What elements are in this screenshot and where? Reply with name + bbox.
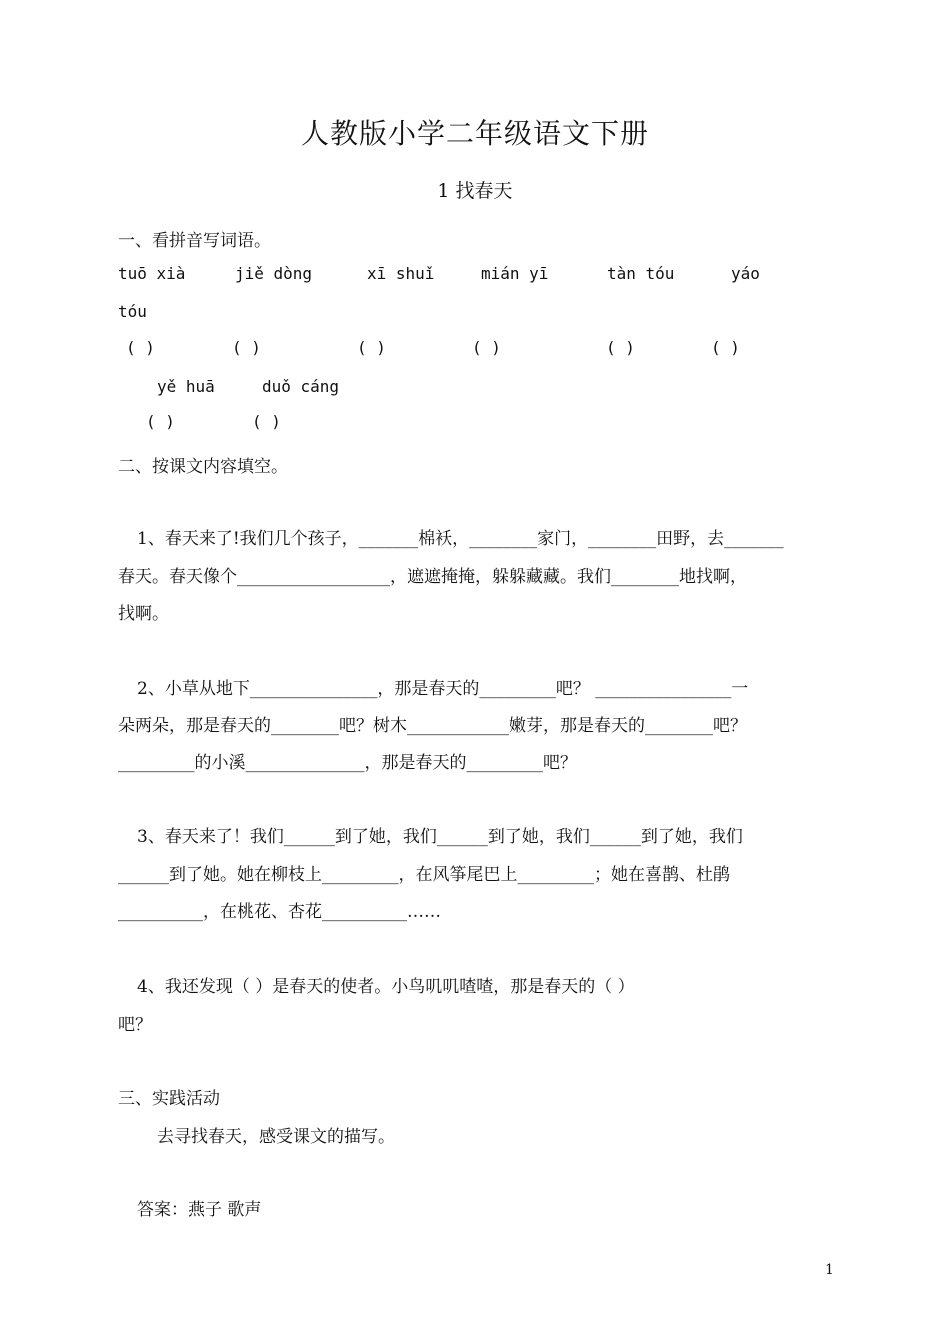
pinyin-item: tàn tóu [607, 264, 675, 283]
page-title: 人教版小学二年级语文下册 [300, 117, 649, 150]
pinyin-item: yě huā [157, 377, 215, 396]
section-2-heading: 二、按课文内容填空。 [118, 457, 288, 477]
pinyin-item: yáo [731, 264, 760, 283]
question-4-line: 4、我还发现（ ）是春天的使者。小鸟叽叽喳喳，那是春天的（ ） [137, 977, 635, 997]
answer-blank: ( ) [357, 338, 386, 357]
question-2-line: _________的小溪______________，那是春天的_________吧？ [118, 753, 577, 773]
page-number: 1 [825, 1262, 834, 1278]
pinyin-item: mián yī [481, 264, 549, 283]
answer-blank: ( ) [606, 338, 635, 357]
question-1-line: 春天。春天像个__________________，遮遮掩掩，躲躲藏藏。我们________地找啊， [118, 567, 747, 587]
answer-blank: ( ) [146, 412, 175, 431]
answer-blank: ( ) [711, 338, 740, 357]
question-3-line: ______到了她。她在柳枝上_________，在风筝尾巴上_________；她在喜鹊、杜鹃 [118, 865, 730, 885]
pinyin-item: tuō xià [118, 264, 186, 283]
question-4-line: 吧？ [118, 1015, 152, 1035]
answer-blank: ( ) [126, 338, 155, 357]
pinyin-item: duǒ cáng [262, 377, 340, 396]
question-1-line: 1、春天来了!我们几个孩子，_______棉袄，________家门，________田野，去_______ [137, 529, 784, 549]
answer-blank: ( ) [252, 412, 281, 431]
lesson-title: 1 找春天 [437, 180, 513, 202]
answer-blank: ( ) [232, 338, 261, 357]
question-2-line: 2、小草从地下_______________，那是春天的_________吧？ ________________一 [137, 679, 749, 699]
section-1-heading: 一、看拼音写词语。 [118, 231, 271, 251]
pinyin-item: tóu [118, 302, 147, 321]
answer-line: 答案：燕子 歌声 [137, 1200, 262, 1220]
section-3-heading: 三、实践活动 [118, 1089, 220, 1109]
answer-blank: ( ) [472, 338, 501, 357]
pinyin-item: jiě dòng [235, 264, 313, 283]
question-1-line: 找啊。 [118, 604, 169, 624]
question-2-line: 朵两朵，那是春天的________吧？树木____________嫩芽，那是春天的________吧？ [118, 716, 747, 736]
question-3-line: __________，在桃花、杏花__________…… [118, 902, 441, 922]
section-3-text: 去寻找春天，感受课文的描写。 [157, 1127, 395, 1147]
question-3-line: 3、春天来了！我们______到了她，我们______到了她，我们______到了她，我们 [137, 827, 743, 847]
pinyin-item: xī shuǐ [367, 264, 435, 283]
